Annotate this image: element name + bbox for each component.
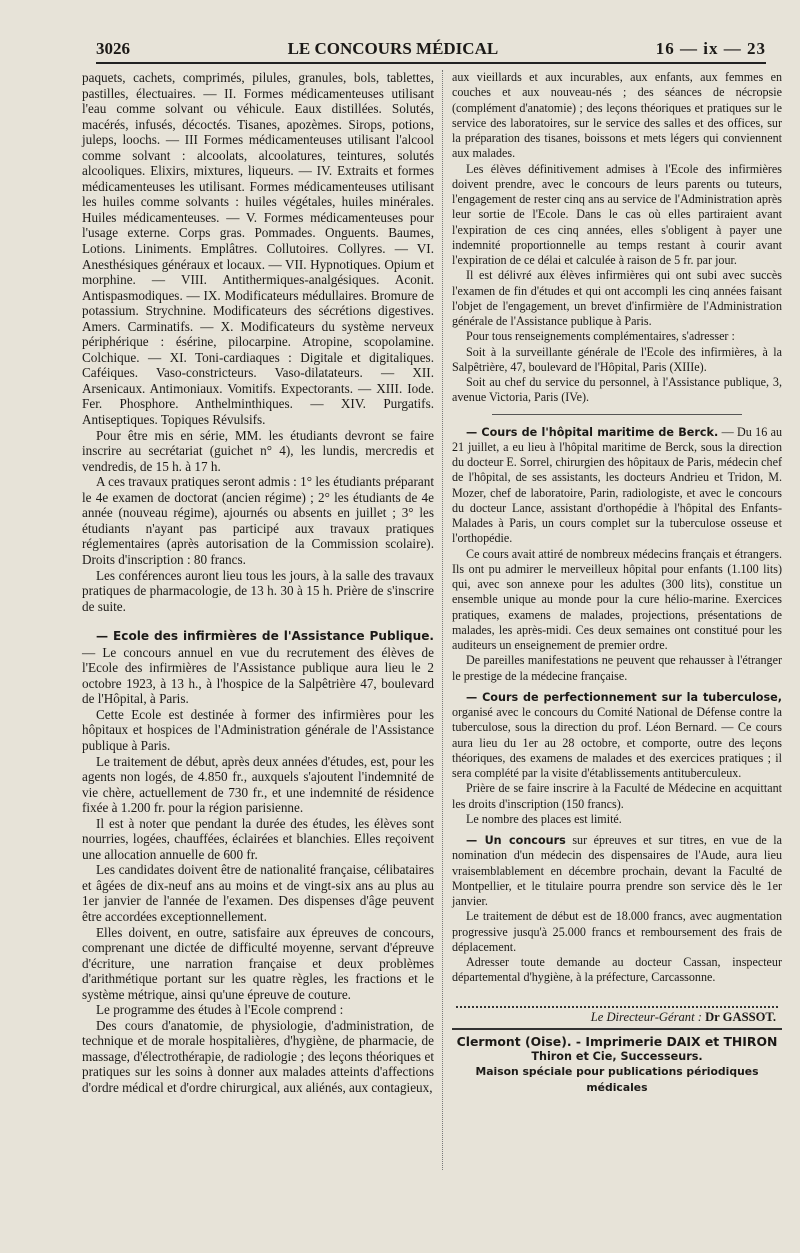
paragraph: Le traitement de début, après deux années d'études, est, pour les agents non logés, de 4.850 fr., auxquels s'ajoutent l'indemnité de vie chère, actuellement de 730 fr., et une indemnité de résidence fixée à 1.200 fr. pour la région parisienne. (82, 753, 434, 816)
ornamental-rule (456, 998, 778, 1008)
imprint-line: Thiron et Cie, Successeurs. (531, 1050, 703, 1063)
section-separator (492, 414, 742, 415)
admission-paragraph: A ces travaux pratiques seront admis : 1° les étudiants préparant le 4e examen de doctorat (ancien régime) ; 2° les étudiants de 4e année (nouveau régime), ajournés ou absents en juillet ; 3° les étudiants n'ayant pas participé aux travaux pratiques réglementaires (après autorisation de la Commission scolaire). Droits d'inscription : 80 francs. (82, 474, 434, 567)
page-number: 3026 (96, 39, 130, 58)
signature-name: Dr GASSOT. (705, 1009, 776, 1024)
nursing-school-article: — Ecole des infirmières de l'Assistance Publique. — Le concours annuel en vue du recrutement des élèves de l'Ecole des infirmières de l'Assistance publique aura lieu le 2 octobre 1923, à 13 h., à l'hospice de la Salpêtrière 47, boulevard de l'Hôpital, à Paris. (82, 629, 434, 707)
signature-block (452, 998, 782, 1095)
tuberculosis-heading: — Cours de perfectionnement sur la tuberculose, (466, 690, 782, 704)
paragraph: Elles doivent, en outre, satisfaire aux épreuves de concours, comprenant une dictée de difficulté moyenne, servant d'épreuve d'écriture, une narration française et deux problèmes d'arithmétique portant sur les quatre règles, les fractions et le système métrique, ainsi qu'une épreuve de couture. (82, 924, 434, 1002)
paragraph: Soit à la surveillante générale de l'Ecole des infirmières, à la Salpêtrière, 47, boulevard de l'Hôpital, Paris (XIIIe). (452, 344, 782, 374)
paragraph: Le nombre des places est limité. (466, 811, 622, 826)
left-column (82, 70, 434, 1096)
registration-paragraph: Pour être mis en série, MM. les étudiants devront se faire inscrire au secrétariat (guichet n° 4), les lundis, mercredis et vendredis, de 15 h. à 17 h. (82, 427, 434, 474)
imprint-line: Maison spéciale pour publications périodiques médicales (475, 1065, 759, 1094)
paragraph: Les élèves définitivement admises à l'Ecole des infirmières doivent prendre, avec le concours de leurs parents ou tuteurs, l'engagement de rester cinq ans au service de l'Administration après leur sortie de l'Ecole. Dans le cas où elles partiraient avant l'expiration de ces cinq années, elles s'obligent à payer une indemnité proportionnelle au temps restant à courir avant l'expiration de ce délai et calculée à raison de 5 fr. par jour. (452, 161, 782, 267)
paragraph: Ce cours avait attiré de nombreux médecins français et étrangers. Ils ont pu admirer le merveilleux hôpital pour enfants (1.100 lits) qui, avec son annexe pour les adultes (300 lits), constitue un ensemble unique au monde pour la cure hélio-marine. Exercices pratiques, examens de malades, projections, présentations de malades, les après-midi. Ces deux semaines ont constitué pour les auditeurs un enseignement de premier ordre. (452, 546, 782, 652)
paragraph: Les candidates doivent être de nationalité française, célibataires et âgées de dix-neuf ans au moins et de vingt-six ans au plus au 1er janvier de l'année de l'examen. Des dispenses d'âge peuvent être accordées exceptionnellement. (82, 862, 434, 924)
printer-imprint (452, 1028, 782, 1095)
berck-heading: — Cours de l'hôpital maritime de Berck. (466, 425, 719, 439)
journal-title: LE CONCOURS MÉDICAL (287, 39, 499, 58)
paragraph: Le programme des études à l'Ecole comprend : (96, 1002, 344, 1018)
paragraph: Prière de se faire inscrire à la Faculté de Médecine en acquittant les droits d'inscription (150 francs). (452, 781, 782, 811)
competition-article: — Un concours sur épreuves et sur titres, en vue de la nomination d'un médecin des dispensaires de l'Aude, aura lieu vraisemblablement en décembre prochain, devant la Faculté de Montpellier, et le titulaire pourra prendre son service dès le 1er janvier. (452, 833, 782, 908)
signature-line (452, 1010, 776, 1025)
berck-article: — Cours de l'hôpital maritime de Berck. — Du 16 au 21 juillet, a eu lieu à l'hôpital maritime de Berck, sous la direction du docteur E. Sorrel, chirurgien des hôpitaux de Paris, médecin chef de l'hôpital, de ses assistants, les docteurs Andrieu et Tridon, M. Mozer, chef de laboratoire, Parin, radiologiste, et avec le concours du docteur Lance, assistant d'orthopédie à l'hôpital des Enfants-Malades à Paris, un cours complet sur la tuberculose osseuse et l'orthopédie. (452, 424, 783, 546)
column-divider (442, 70, 443, 1170)
pharmacology-program: paquets, cachets, comprimés, pilules, granules, bols, tablettes, pastilles, électuaires. — II. Formes médicamenteuses utilisant l'eau comme solvant ou véhicule. Eaux distillées. Solutés, macérés, infusés, décoctés. Tisanes, apozèmes. Sirops, potions, juleps, loochs. — III Formes médicamenteuses utilisant l'alcool comme solvant : alcoolats, alcoolatures, teintures, solutés alcooliques. Elixirs, mixtures, liqueurs. — IV. Extraits et formes médicamenteuses les utilisant. Formes médicamenteuses utilisant les huiles comme solvants : huiles végétales, huiles minérales. Huiles médicamenteuses. — V. Formes médicamenteuses pour l'usage externe. Corps gras. Pommades. Onguents. Baumes, Lotions. Liniments. Emplâtres. Collutoires. Collyres. — VI. Anesthésiques généraux et locaux. — VII. Hypnotiques. Opium et morphine. — VIII. Antithermiques-analgésiques. Aconit. Antispasmodiques. — IX. Modificateurs médullaires. Bromure de potassium. Strychnine. Modificateurs des sécrétions digestives. Amers. Carminatifs. — X. Modificateurs du système nerveux périphérique : ésérine, pilocarpine. Atropine, scopolamine. Colchique. — XI. Toni-cardiaques : Digitale et digitaliques. Caféiques. Vaso-constricteurs. Vaso-dilatateurs. — XII. Arsenicaux. Antimoniaux. Vomitifs. Expectorants. — XIII. Iode. Fer. Phosphore. Anthelminthiques. — XIV. Purgatifs. Antiseptiques. Topiques Révulsifs. (82, 70, 434, 428)
imprint-line: Clermont (Oise). - Imprimerie DAIX et THIRON (456, 1033, 778, 1049)
paragraph: Soit au chef du service du personnel, à l'Assistance publique, 3, avenue Victoria, Paris (IVe). (452, 375, 782, 405)
competition-heading: — Un concours (466, 834, 566, 847)
paragraph: Pour tous renseignements complémentaires, s'adresser : (466, 329, 735, 344)
conference-paragraph: Les conférences auront lieu tous les jours, à la salle des travaux pratiques de pharmacologie, de 13 h. 30 à 15 h. Prière de s'inscrire de suite. (82, 567, 434, 614)
right-column (452, 70, 782, 1095)
tuberculosis-article: — Cours de perfectionnement sur la tuberculose, organisé avec le concours du Comité National de Défense contre la tuberculose, sous la direction du prof. Léon Bernard. — Ce cours aura lieu du 1er au 28 octobre, et comporte, outre des leçons théoriques, des examens de malades et des exercices pratiques ; il sera complété par la visite d'établissements antituberculeux. (452, 690, 782, 780)
paragraph: Le traitement de début est de 18.000 francs, avec augmentation progressive jusqu'à 25.000 francs et remboursement des frais de déplacement. (452, 909, 782, 954)
paragraph: Il est à noter que pendant la durée des études, les élèves sont nourries, logées, chauffées, éclairées et blanchies. Elles reçoivent une allocation annuelle de 600 fr. (82, 815, 434, 862)
signature-label: Le Directeur-Gérant : (590, 1009, 702, 1024)
paragraph: De pareilles manifestations ne peuvent que rehausser à l'étranger le prestige de la médecine française. (452, 653, 782, 683)
paragraph: Cette Ecole est destinée à former des infirmières pour les hôpitaux et hospices de l'Administration générale de l'Assistance publique à Paris. (82, 706, 434, 753)
paragraph: Il est délivré aux élèves infirmières qui ont subi avec succès l'examen de fin d'études et qui ont accompli les cinq années faisant l'objet de l'engagement, un brevet d'infirmière de l'Administration générale de l'Assistance publique à Paris. (452, 268, 782, 328)
paragraph: Des cours d'anatomie, de physiologie, d'administration, de technique et de morale hospitalières, d'hygiène, de pharmacie, de massage, d'électrothérapie, de radiologie ; des leçons théoriques et pratiques sur les soins à donner aux malades atteints d'affections d'ordre médical et d'ordre chirurgical, aux aliénés, aux contagieux, (82, 1017, 434, 1095)
page-header (96, 36, 766, 64)
issue-date: 16 — ix — 23 (655, 39, 766, 58)
paragraph: Adresser toute demande au docteur Cassan, inspecteur départemental d'hygiène, à la préfecture, Carcassonne. (452, 955, 782, 985)
nursing-school-continuation: aux vieillards et aux incurables, aux enfants, aux femmes en couches et aux nouveau-nés ; des séances de nécropsie (complément d'anatomie) ; des leçons théoriques et pratiques sur le service des laboratoires, sur le service des salles et des offices, sur la préparation des tisanes, boissons et mets légers qui conviennent aux malades. (452, 70, 782, 161)
nursing-school-heading: — Ecole des infirmières de l'Assistance Publique. (96, 629, 434, 644)
